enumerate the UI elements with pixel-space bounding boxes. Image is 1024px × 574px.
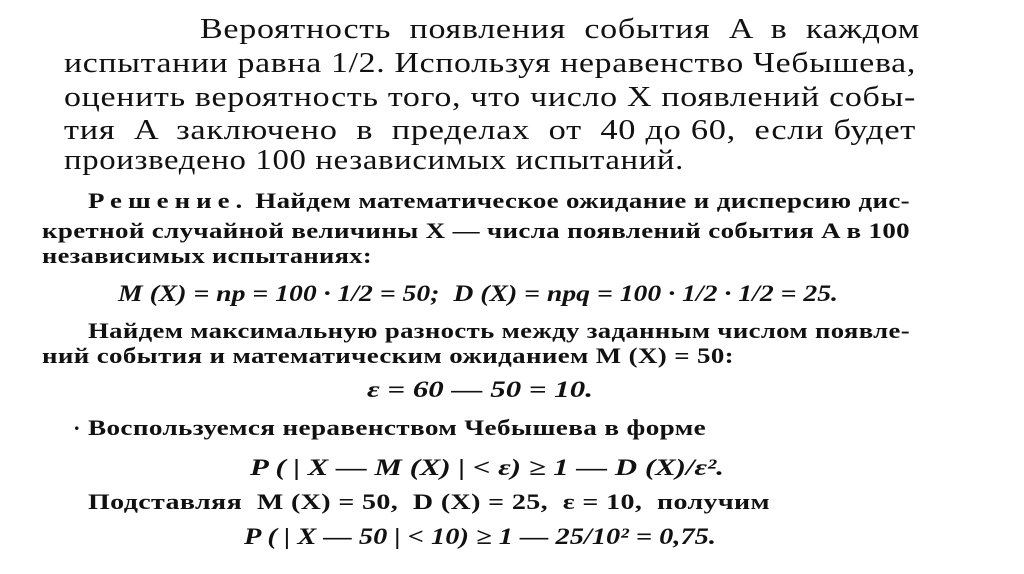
problem-line-5: произведено 100 независимых испытаний. (64, 144, 684, 176)
formula-result: P ( | X — 50 | < 10) ≥ 1 — 25/10² = 0,75. (244, 524, 716, 549)
solution-line-3: независимых испытаниях: (42, 243, 372, 268)
problem-line-4: тия A заключено в пределах от 40 до 60, если будет (64, 114, 916, 146)
solution-line-6: ний события и математическим ожиданием M (X) = 50: (42, 343, 734, 368)
solution-line-2: кретной случайной величины X — числа появлений события A в 100 (42, 218, 910, 243)
solution-line-10: Подставляя M (X) = 50, D (X) = 25, ε = 10, получим (88, 489, 770, 514)
formula-expectation-variance: M (X) = np = 100 · 1/2 = 50; D (X) = npq = 100 · 1/2 · 1/2 = 25. (118, 281, 838, 306)
solution-line-5: Найдем максимальную разность между заданным числом появле- (88, 318, 910, 343)
solution-line-1 (88, 190, 910, 213)
formula-epsilon: ε = 60 — 50 = 10. (367, 377, 593, 402)
formula-chebyshev: P ( | X — M (X) | < ε) ≥ 1 — D (X)/ε². (250, 455, 724, 480)
bullet-dot: . (74, 410, 80, 435)
solution-line-8: Воспользуемся неравенством Чебышева в форме (88, 415, 706, 440)
solution-line-1-text: Найдем математическое ожидание и дисперсию дис- (255, 188, 911, 213)
solution-heading: Решение. (88, 188, 249, 213)
problem-line-3: оценить вероятность того, что число X появлений собы- (64, 81, 916, 113)
problem-line-1: Вероятность появления события A в каждом (200, 13, 920, 45)
problem-line-2: испытании равна 1/2. Используя неравенство Чебышева, (64, 47, 917, 79)
